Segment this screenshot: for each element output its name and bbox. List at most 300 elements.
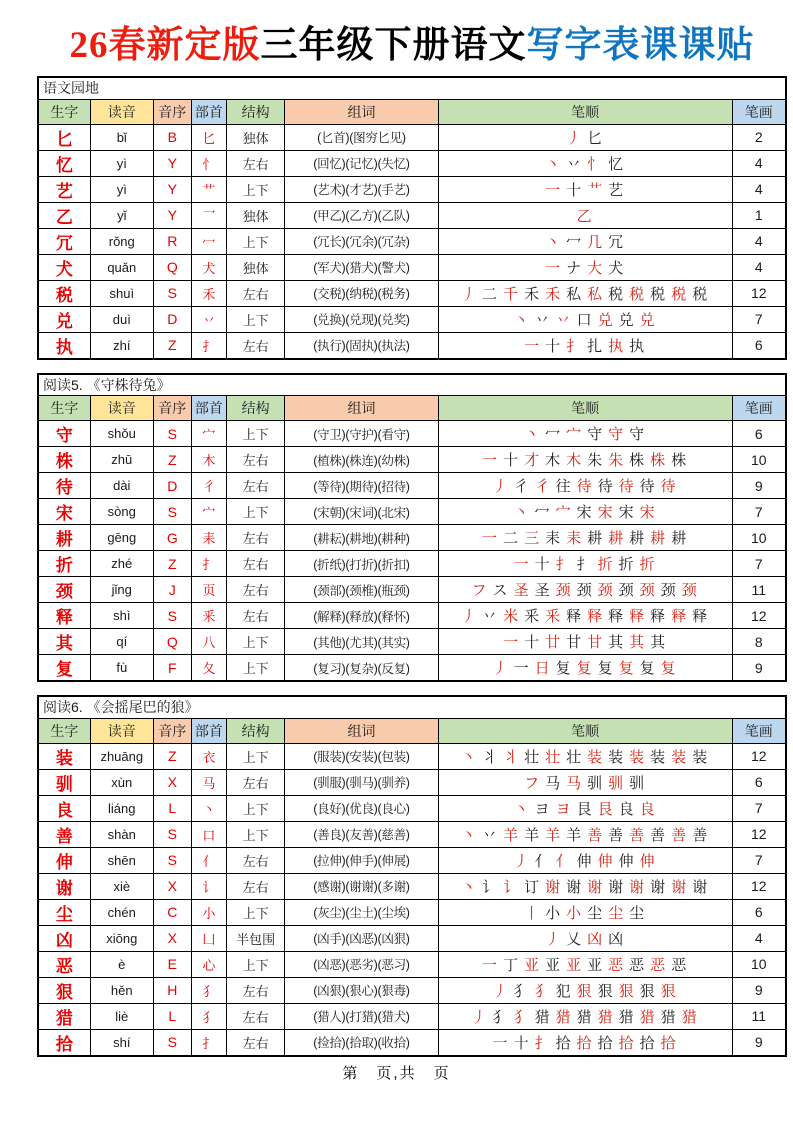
stroke-step: 艮: [597, 800, 613, 818]
strokes-cell: [438, 150, 732, 176]
count-cell: 7: [732, 499, 786, 525]
stroke-step: 待: [639, 478, 655, 495]
stroke-step: 复: [555, 660, 571, 677]
stroke-step: 一: [513, 660, 529, 677]
words-cell: (驯服)(驯马)(驯养): [285, 769, 438, 795]
radical-cell: 心: [191, 951, 226, 977]
pinyin-cell: duì: [90, 306, 153, 332]
initial-cell: D: [153, 473, 191, 499]
stroke-step: 冗: [608, 233, 624, 251]
table-row: [38, 577, 786, 603]
radical-cell: 乛: [191, 202, 226, 228]
stroke-step: 十: [513, 1034, 529, 1052]
stroke-step: 株: [650, 452, 666, 469]
strokes-cell: [438, 176, 732, 202]
stroke-step: 宀: [566, 426, 582, 443]
words-cell: (耕耘)(耕地)(耕种): [285, 525, 438, 551]
count-cell: 11: [732, 577, 786, 603]
stroke-step: ヨ: [534, 800, 550, 818]
words-cell: (灰尘)(尘土)(尘埃): [285, 899, 438, 925]
structure-cell: 左右: [226, 447, 284, 473]
strokes-cell: [438, 254, 732, 280]
stroke-step: 壮: [566, 748, 582, 766]
table-row: [38, 821, 786, 847]
col-header-initial: 音序: [153, 99, 191, 124]
pinyin-cell: rǒng: [90, 228, 153, 254]
stroke-step: 猎: [660, 1008, 676, 1026]
col-header-count: 笔画: [732, 99, 786, 124]
stroke-step: 亻: [534, 852, 550, 870]
stroke-step: 复: [597, 660, 613, 677]
words-cell: (其他)(尤其)(其实): [285, 629, 438, 655]
stroke-step: 扎: [587, 337, 603, 355]
stroke-step: 善: [692, 826, 708, 844]
pinyin-cell: shí: [90, 1029, 153, 1056]
initial-cell: C: [153, 899, 191, 925]
stroke-step: 谢: [566, 878, 582, 896]
stroke-step: 一: [524, 337, 540, 355]
stroke-step: 猎: [681, 1008, 697, 1026]
words-cell: (良好)(优良)(良心): [285, 795, 438, 821]
stroke-step: 释: [566, 608, 582, 625]
stroke-step: 一: [545, 259, 561, 277]
stroke-step: 宋: [639, 504, 655, 521]
structure-cell: 左右: [226, 551, 284, 577]
table-row: [38, 873, 786, 899]
stroke-step: 狠: [660, 982, 676, 1000]
stroke-step: 狠: [639, 982, 655, 1000]
stroke-step: 犭: [513, 982, 529, 1000]
structure-cell: 上下: [226, 421, 284, 447]
stroke-step: 猎: [618, 1008, 634, 1026]
strokes-cell: [438, 1029, 732, 1056]
char-cell: 乙: [38, 202, 90, 228]
char-cell: 复: [38, 655, 90, 682]
col-header-char: 生字: [38, 99, 90, 124]
stroke-step: 狠: [618, 982, 634, 1000]
col-header-words: 组词: [285, 396, 438, 421]
char-cell: 颈: [38, 577, 90, 603]
table-row: [38, 176, 786, 202]
radical-cell: 丶: [191, 795, 226, 821]
stroke-step: 壮: [524, 748, 540, 766]
stroke-step: 丿: [492, 478, 508, 495]
words-cell: (复习)(复杂)(反复): [285, 655, 438, 682]
stroke-step: 亚: [524, 956, 540, 974]
stroke-step: 谢: [545, 878, 561, 896]
strokes-cell: [438, 821, 732, 847]
stroke-step: 丬: [482, 748, 498, 766]
stroke-step: 马: [566, 774, 582, 792]
radical-cell: 木: [191, 447, 226, 473]
count-cell: 12: [732, 280, 786, 306]
stroke-step: 亚: [587, 956, 603, 974]
stroke-step: 税: [650, 285, 666, 303]
stroke-step: 乂: [566, 930, 582, 948]
stroke-step: 释: [692, 608, 708, 625]
stroke-step: 良: [639, 800, 655, 818]
initial-cell: D: [153, 306, 191, 332]
table-row: [38, 1029, 786, 1056]
words-cell: (感谢)(谢谢)(多谢): [285, 873, 438, 899]
stroke-step: 彳: [513, 478, 529, 495]
pinyin-cell: xùn: [90, 769, 153, 795]
stroke-step: 善: [650, 826, 666, 844]
stroke-step: 耒: [566, 530, 582, 547]
strokes-cell: [438, 577, 732, 603]
table-row: [38, 447, 786, 473]
words-cell: (折纸)(打折)(折扣): [285, 551, 438, 577]
char-cell: 谢: [38, 873, 90, 899]
stroke-step: 耕: [671, 530, 687, 547]
count-cell: 7: [732, 795, 786, 821]
table-row: [38, 421, 786, 447]
pinyin-cell: xiōng: [90, 925, 153, 951]
table-row: [38, 925, 786, 951]
col-header-radical: 部首: [191, 396, 226, 421]
words-cell: (交税)(纳税)(税务): [285, 280, 438, 306]
stroke-step: 颈: [576, 582, 592, 599]
stroke-step: 丷: [534, 311, 550, 329]
stroke-step: 谢: [692, 878, 708, 896]
table-row: [38, 551, 786, 577]
table-row: [38, 202, 786, 228]
stroke-step: 宀: [555, 504, 571, 521]
stroke-step: 犭: [513, 1008, 529, 1026]
initial-cell: H: [153, 977, 191, 1003]
strokes-cell: [438, 629, 732, 655]
section-title: 语文园地: [38, 77, 786, 99]
pinyin-cell: gēng: [90, 525, 153, 551]
stroke-step: 朱: [608, 452, 624, 469]
stroke-step: 狠: [576, 982, 592, 1000]
table-row: [38, 228, 786, 254]
stroke-step: 伸: [618, 852, 634, 870]
stroke-step: 丬: [503, 748, 519, 766]
strokes-cell: [438, 525, 732, 551]
strokes-cell: [438, 306, 732, 332]
stroke-step: 尘: [587, 904, 603, 922]
words-cell: (兑换)(兑现)(兑奖): [285, 306, 438, 332]
stroke-step: 拾: [555, 1034, 571, 1052]
char-cell: 尘: [38, 899, 90, 925]
page-footer: 第 页,共 页: [342, 1065, 451, 1082]
words-cell: (凶手)(凶恶)(凶狠): [285, 925, 438, 951]
stroke-step: 颈: [618, 582, 634, 599]
stroke-step: 其: [650, 634, 666, 651]
strokes-cell: [438, 551, 732, 577]
stroke-step: 丿: [461, 608, 477, 625]
stroke-step: 一: [545, 181, 561, 199]
structure-cell: 左右: [226, 473, 284, 499]
strokes-cell: [438, 202, 732, 228]
stroke-step: 羊: [524, 826, 540, 844]
pinyin-cell: dài: [90, 473, 153, 499]
initial-cell: X: [153, 769, 191, 795]
stroke-step: 伸: [639, 852, 655, 870]
char-cell: 恶: [38, 951, 90, 977]
pinyin-cell: è: [90, 951, 153, 977]
pinyin-cell: xiè: [90, 873, 153, 899]
stroke-step: 谢: [629, 878, 645, 896]
col-header-char: 生字: [38, 718, 90, 743]
strokes-cell: [438, 473, 732, 499]
stroke-step: 往: [555, 478, 571, 495]
pinyin-cell: fù: [90, 655, 153, 682]
radical-cell: 禾: [191, 280, 226, 306]
stroke-step: 待: [576, 478, 592, 495]
structure-cell: 上下: [226, 899, 284, 925]
structure-cell: 上下: [226, 655, 284, 682]
stroke-step: 丁: [503, 956, 519, 974]
pinyin-cell: shǒu: [90, 421, 153, 447]
initial-cell: F: [153, 655, 191, 682]
col-header-words: 组词: [285, 718, 438, 743]
stroke-step: 丶: [461, 878, 477, 896]
stroke-step: 善: [671, 826, 687, 844]
stroke-step: 装: [692, 748, 708, 766]
pinyin-cell: yǐ: [90, 202, 153, 228]
structure-cell: 左右: [226, 332, 284, 359]
stroke-step: 兑: [597, 311, 613, 329]
radical-cell: 扌: [191, 551, 226, 577]
stroke-step: 丶: [545, 233, 561, 251]
radical-cell: 页: [191, 577, 226, 603]
section-title: 阅读5. 《守株待兔》: [38, 374, 786, 396]
char-cell: 匕: [38, 124, 90, 150]
stroke-step: 私: [587, 285, 603, 303]
strokes-cell: [438, 447, 732, 473]
radical-cell: 犬: [191, 254, 226, 280]
initial-cell: R: [153, 228, 191, 254]
stroke-step: 十: [534, 556, 550, 573]
stroke-step: 十: [545, 337, 561, 355]
page-title: [37, 24, 787, 68]
stroke-step: 释: [587, 608, 603, 625]
radical-cell: 犭: [191, 1003, 226, 1029]
stroke-step: 伸: [597, 852, 613, 870]
radical-cell: 口: [191, 821, 226, 847]
stroke-step: 米: [503, 608, 519, 625]
stroke-step: 马: [545, 774, 561, 792]
stroke-step: 禾: [545, 285, 561, 303]
stroke-step: 装: [587, 748, 603, 766]
words-cell: (凶狠)(狠心)(狠毒): [285, 977, 438, 1003]
pinyin-cell: zhí: [90, 332, 153, 359]
initial-cell: L: [153, 1003, 191, 1029]
char-cell: 执: [38, 332, 90, 359]
structure-cell: 左右: [226, 280, 284, 306]
stroke-step: 丶: [524, 426, 540, 443]
stroke-step: 木: [566, 452, 582, 469]
stroke-step: 耕: [608, 530, 624, 547]
initial-cell: Y: [153, 176, 191, 202]
title-edition: 26春新定版: [69, 25, 261, 66]
initial-cell: S: [153, 421, 191, 447]
count-cell: 11: [732, 1003, 786, 1029]
count-cell: 9: [732, 977, 786, 1003]
words-cell: (守卫)(守护)(看守): [285, 421, 438, 447]
stroke-step: 税: [692, 285, 708, 303]
stroke-step: 装: [671, 748, 687, 766]
char-cell: 忆: [38, 150, 90, 176]
stroke-step: 兑: [618, 311, 634, 329]
stroke-step: 日: [534, 660, 550, 677]
table-row: [38, 473, 786, 499]
stroke-step: 丿: [566, 129, 582, 147]
stroke-step: 株: [629, 452, 645, 469]
title-grade: 三年级下册语文: [260, 25, 527, 66]
section-row: [38, 696, 786, 718]
stroke-step: 艹: [587, 181, 603, 199]
col-header-radical: 部首: [191, 718, 226, 743]
col-header-pinyin: 读音: [90, 99, 153, 124]
count-cell: 12: [732, 603, 786, 629]
stroke-step: 私: [566, 285, 582, 303]
stroke-step: 猎: [576, 1008, 592, 1026]
radical-cell: 艹: [191, 176, 226, 202]
count-cell: 10: [732, 525, 786, 551]
stroke-step: 羊: [545, 826, 561, 844]
structure-cell: 上下: [226, 176, 284, 202]
stroke-step: 宋: [618, 504, 634, 521]
count-cell: 6: [732, 899, 786, 925]
stroke-step: 圣: [534, 582, 550, 599]
count-cell: 10: [732, 951, 786, 977]
radical-cell: 凵: [191, 925, 226, 951]
structure-cell: 半包围: [226, 925, 284, 951]
char-cell: 善: [38, 821, 90, 847]
col-header-strokes: 笔顺: [438, 396, 732, 421]
col-header-strokes: 笔顺: [438, 99, 732, 124]
stroke-step: 亚: [545, 956, 561, 974]
structure-cell: 上下: [226, 821, 284, 847]
initial-cell: B: [153, 124, 191, 150]
stroke-step: 其: [629, 634, 645, 651]
stroke-step: 装: [650, 748, 666, 766]
stroke-step: 颈: [660, 582, 676, 599]
stroke-step: ス: [492, 582, 508, 599]
stroke-step: 恶: [608, 956, 624, 974]
strokes-cell: [438, 499, 732, 525]
stroke-step: 扌: [534, 1034, 550, 1052]
count-cell: 1: [732, 202, 786, 228]
stroke-step: 小: [566, 904, 582, 922]
stroke-step: 二: [503, 530, 519, 547]
table-row: [38, 150, 786, 176]
stroke-step: 三: [524, 530, 540, 547]
header-row: [38, 718, 786, 743]
structure-cell: 左右: [226, 577, 284, 603]
structure-cell: 左右: [226, 873, 284, 899]
structure-cell: 左右: [226, 1029, 284, 1056]
stroke-step: フ: [524, 774, 540, 792]
stroke-step: 冖: [566, 233, 582, 251]
stroke-step: 谢: [587, 878, 603, 896]
strokes-cell: [438, 743, 732, 769]
words-cell: (执行)(固执)(执法): [285, 332, 438, 359]
count-cell: 6: [732, 769, 786, 795]
col-header-words: 组词: [285, 99, 438, 124]
char-cell: 其: [38, 629, 90, 655]
stroke-step: 丿: [471, 1008, 487, 1026]
strokes-cell: [438, 280, 732, 306]
pinyin-cell: shuì: [90, 280, 153, 306]
stroke-step: 驯: [587, 774, 603, 792]
initial-cell: G: [153, 525, 191, 551]
pinyin-cell: hěn: [90, 977, 153, 1003]
strokes-cell: [438, 951, 732, 977]
stroke-step: 丶: [513, 800, 529, 818]
radical-cell: 忄: [191, 150, 226, 176]
count-cell: 9: [732, 655, 786, 682]
stroke-step: 折: [639, 556, 655, 573]
radical-cell: 宀: [191, 421, 226, 447]
char-cell: 守: [38, 421, 90, 447]
initial-cell: S: [153, 821, 191, 847]
pinyin-cell: sòng: [90, 499, 153, 525]
stroke-step: 丿: [513, 852, 529, 870]
stroke-step: 艮: [576, 800, 592, 818]
table-row: [38, 899, 786, 925]
stroke-step: 讠: [482, 878, 498, 896]
strokes-cell: [438, 228, 732, 254]
stroke-step: 驯: [608, 774, 624, 792]
count-cell: 12: [732, 873, 786, 899]
initial-cell: X: [153, 873, 191, 899]
strokes-cell: [438, 847, 732, 873]
pinyin-cell: shēn: [90, 847, 153, 873]
table-row: [38, 743, 786, 769]
stroke-step: 艺: [608, 181, 624, 199]
structure-cell: 左右: [226, 847, 284, 873]
stroke-step: 善: [587, 826, 603, 844]
char-cell: 兑: [38, 306, 90, 332]
stroke-step: 釆: [545, 608, 561, 625]
stroke-step: 凶: [608, 930, 624, 948]
radical-cell: 小: [191, 899, 226, 925]
initial-cell: Z: [153, 332, 191, 359]
stroke-step: 一: [482, 452, 498, 469]
stroke-step: 亚: [566, 956, 582, 974]
radical-cell: 衣: [191, 743, 226, 769]
stroke-step: 狠: [597, 982, 613, 1000]
stroke-step: 一: [513, 556, 529, 573]
words-cell: (等待)(期待)(招待): [285, 473, 438, 499]
stroke-step: 口: [576, 311, 592, 329]
strokes-cell: [438, 124, 732, 150]
initial-cell: S: [153, 847, 191, 873]
radical-cell: 丷: [191, 306, 226, 332]
stroke-step: 禾: [524, 285, 540, 303]
words-cell: (甲乙)(乙方)(乙队): [285, 202, 438, 228]
pinyin-cell: quǎn: [90, 254, 153, 280]
words-cell: (匕首)(图穷匕见): [285, 124, 438, 150]
stroke-step: 朱: [587, 452, 603, 469]
pinyin-cell: yì: [90, 150, 153, 176]
stroke-step: 扌: [576, 556, 592, 573]
stroke-step: 守: [608, 426, 624, 443]
stroke-step: 尘: [629, 904, 645, 922]
stroke-step: 谢: [608, 878, 624, 896]
stroke-step: 丿: [461, 285, 477, 303]
count-cell: 7: [732, 551, 786, 577]
strokes-cell: [438, 332, 732, 359]
stroke-step: ナ: [566, 259, 582, 277]
stroke-step: 甘: [566, 634, 582, 651]
stroke-step: 十: [566, 181, 582, 199]
structure-cell: 上下: [226, 228, 284, 254]
